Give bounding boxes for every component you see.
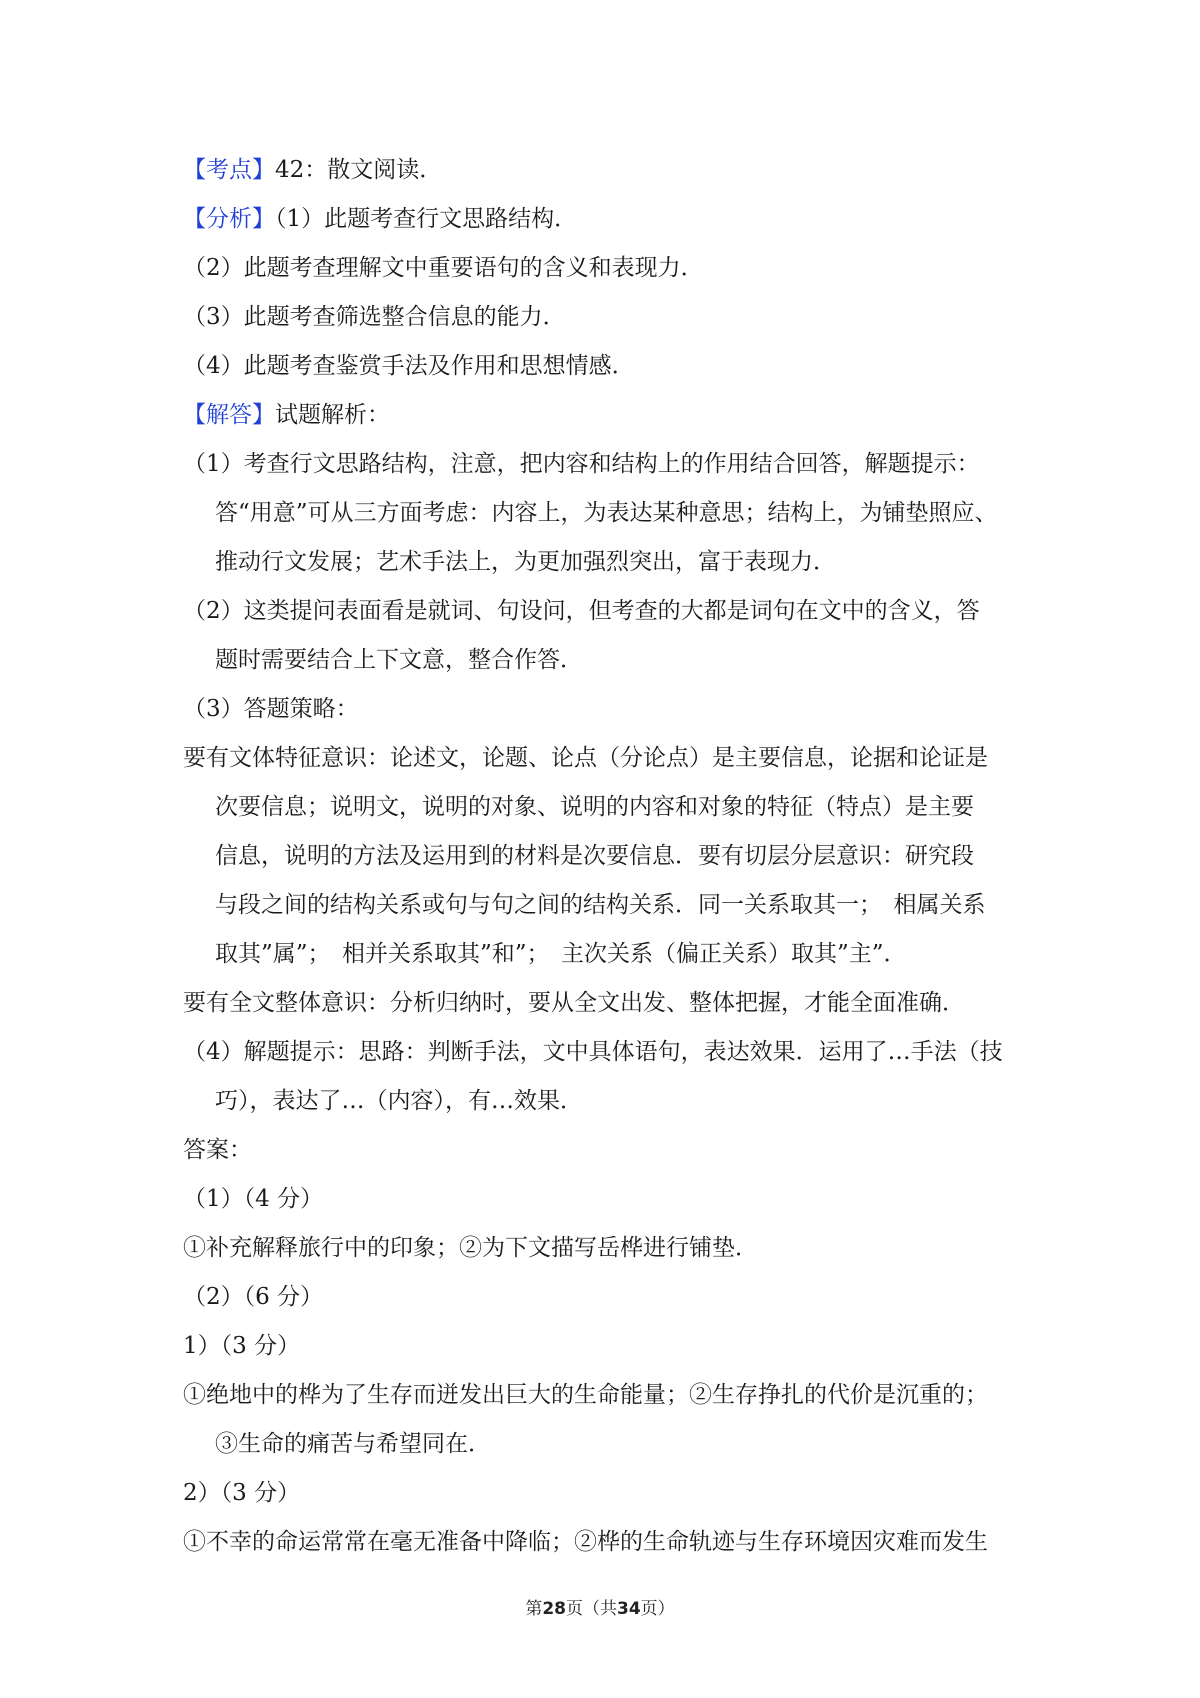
kaodian-tag: 【考点】: [183, 157, 275, 183]
jieda-3-line-d: 与段之间的结构关系或句与句之间的结构关系．同一关系取其一； 相属关系: [215, 892, 986, 918]
jieda-3-title: （3）答题策略：: [183, 696, 359, 722]
jieda-3-line-a: 要有文体特征意识：论述文，论题、论点（分论点）是主要信息，论据和论证是: [183, 745, 988, 771]
jieda-3-line-f: 要有全文整体意识：分析归纳时，要从全文出发、整体把握，才能全面准确．: [183, 990, 965, 1016]
fenxi-text-2: （2）此题考查理解文中重要语句的含义和表现力．: [183, 255, 704, 281]
answer-2-title: （2）（6 分）: [183, 1284, 324, 1310]
answer-2-1-title: 1）（3 分）: [183, 1333, 301, 1359]
fenxi-tag: 【分析】: [183, 206, 275, 232]
jieda-3-line-c: 信息，说明的方法及运用到的材料是次要信息．要有切层分层意识：研究段: [215, 843, 974, 869]
kaodian-text: 42：散文阅读．: [275, 157, 443, 183]
answer-2-1-line-a: ①绝地中的桦为了生存而迸发出巨大的生命能量；②生存挣扎的代价是沉重的；: [183, 1382, 988, 1408]
answer-1-text: ①补充解释旅行中的印象；②为下文描写岳桦进行铺垫．: [183, 1235, 758, 1261]
jieda-3-line-e: 取其”属”； 相并关系取其”和”； 主次关系（偏正关系）取其”主”．: [215, 941, 907, 967]
answer-1-title: （1）（4 分）: [183, 1186, 324, 1212]
fenxi-text-4: （4）此题考查鉴赏手法及作用和思想情感．: [183, 353, 635, 379]
jieda-4-line-b: 巧），表达了…（内容），有…效果．: [215, 1088, 583, 1114]
jieda-4-line-a: （4）解题提示：思路：判断手法，文中具体语句，表达效果．运用了…手法（技: [183, 1039, 1003, 1065]
answer-content: [183, 146, 1033, 1567]
jieda-3-line-b: 次要信息；说明文，说明的对象、说明的内容和对象的特征（特点）是主要: [215, 794, 974, 820]
jieda-1-line-b: 答“用意”可从三方面考虑：内容上，为表达某种意思；结构上，为铺垫照应、: [215, 500, 998, 526]
fenxi-line: [183, 195, 1033, 244]
answer-title: 答案：: [183, 1137, 252, 1163]
answer-2-2-line-a: ①不幸的命运常常在毫无准备中降临；②桦的生命轨迹与生存环境因灾难而发生: [183, 1529, 988, 1555]
footer-total-pages: 34: [617, 1599, 641, 1619]
page-footer: [0, 1594, 1200, 1619]
answer-2-1-line-b: ③生命的痛苦与希望同在．: [215, 1431, 491, 1457]
answer-2-2-title: 2）（3 分）: [183, 1480, 301, 1506]
footer-prefix: 第: [525, 1599, 543, 1619]
jieda-1-line-c: 推动行文发展；艺术手法上，为更加强烈突出，富于表现力．: [215, 549, 836, 575]
jieda-1-line-a: （1）考查行文思路结构，注意，把内容和结构上的作用结合回答，解题提示：: [183, 451, 980, 477]
jieda-text: 试题解析：: [275, 402, 390, 428]
footer-suffix: 页）: [640, 1599, 675, 1619]
footer-page-number: 28: [542, 1599, 566, 1619]
jieda-line: [183, 391, 1033, 440]
jieda-2-line-b: 题时需要结合上下文意，整合作答．: [215, 647, 583, 673]
jieda-2-line-a: （2）这类提问表面看是就词、句设问，但考查的大都是词句在文中的含义，答: [183, 598, 980, 624]
kaodian-line: [183, 146, 1033, 195]
footer-middle: 页（共: [566, 1599, 617, 1619]
fenxi-text-3: （3）此题考查筛选整合信息的能力．: [183, 304, 566, 330]
jieda-tag: 【解答】: [183, 402, 275, 428]
fenxi-text-1: （1）此题考查行文思路结构．: [275, 206, 578, 232]
